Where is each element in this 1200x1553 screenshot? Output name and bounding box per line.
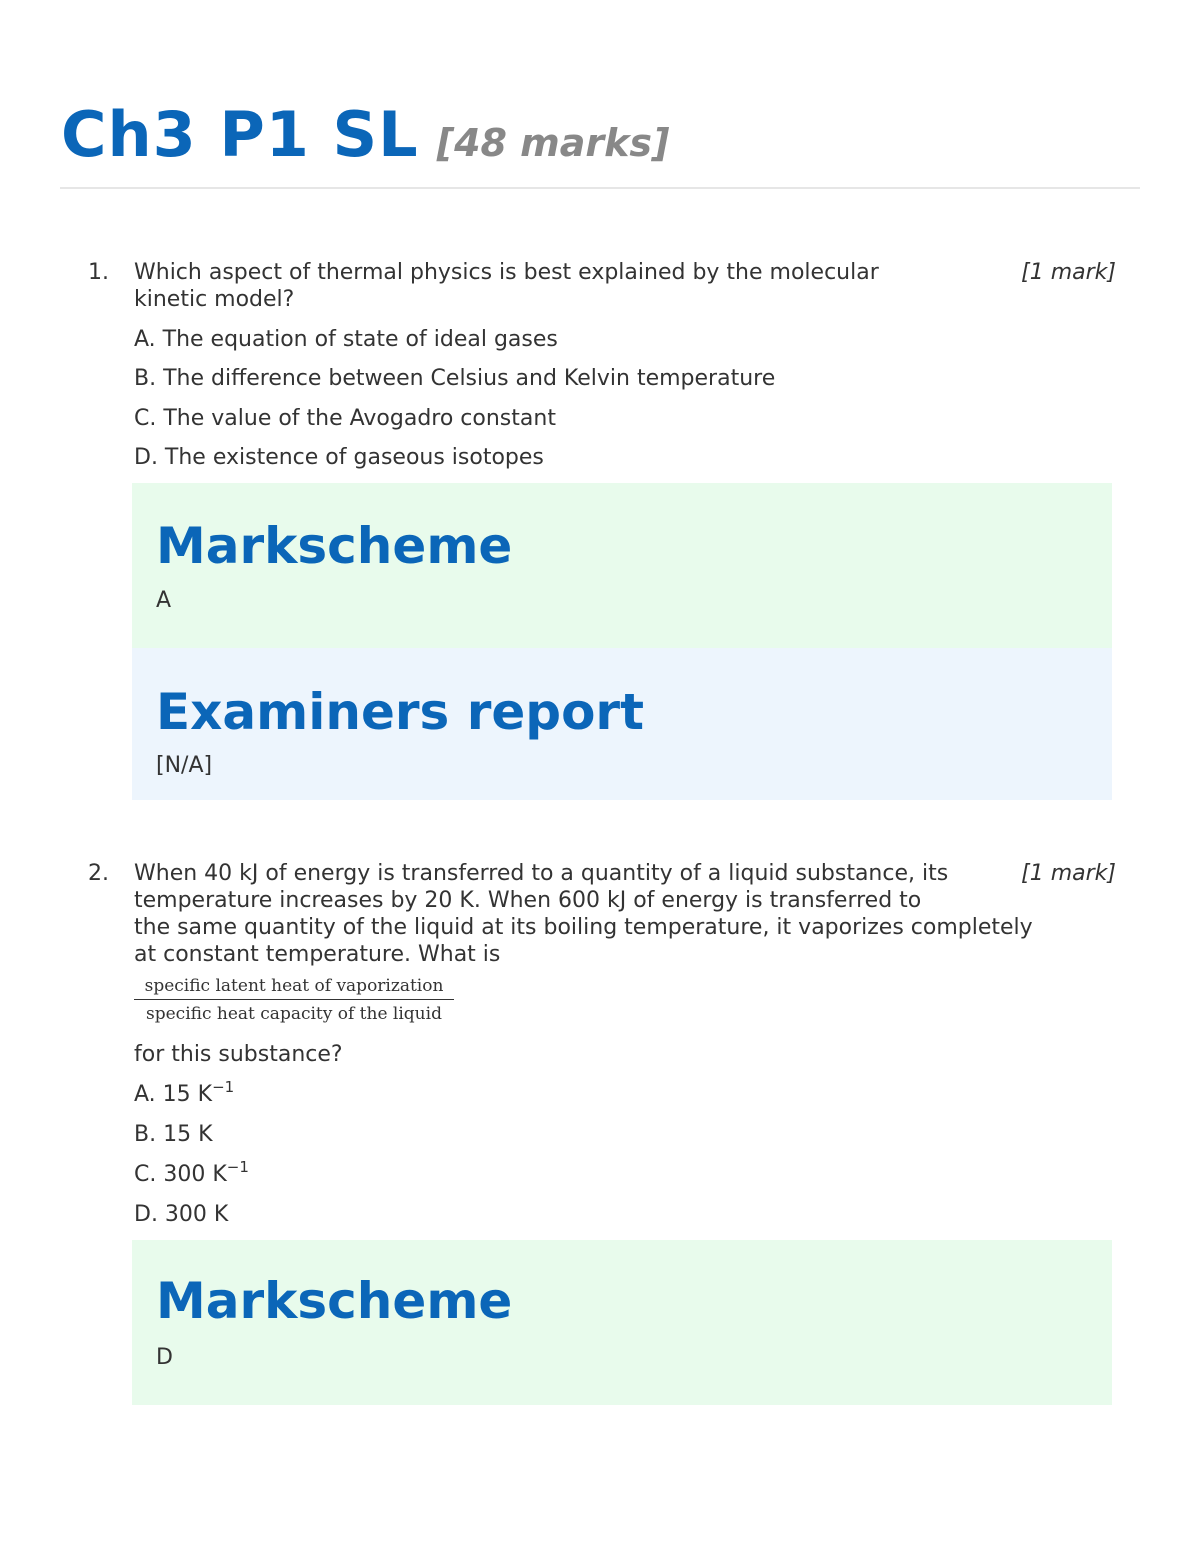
- fraction-denominator: specific heat capacity of the liquid: [146, 1004, 442, 1024]
- markscheme-answer: D: [156, 1345, 173, 1370]
- question-number: 2.: [88, 861, 109, 886]
- question-marks: [1 mark]: [1021, 260, 1116, 285]
- option-text: A. 15 K: [134, 1082, 213, 1107]
- markscheme-heading: Markscheme: [156, 1272, 513, 1330]
- fraction-numerator: specific latent heat of vaporization: [144, 976, 444, 996]
- examiners-report-heading: Examiners report: [156, 683, 644, 741]
- question-stem-line: kinetic model?: [134, 287, 295, 312]
- question-stem-line: temperature increases by 20 K. When 600 kJ of energy is transferred to: [134, 888, 922, 913]
- option-text: C. 300 K: [134, 1162, 227, 1187]
- option-c: C. The value of the Avogadro constant: [134, 406, 556, 431]
- option-c: [134, 1158, 249, 1188]
- option-a: [134, 1078, 235, 1108]
- question-stem-line: Which aspect of thermal physics is best explained by the molecular: [134, 260, 879, 285]
- question-stem-continuation: for this substance?: [134, 1042, 343, 1067]
- question-stem-line: the same quantity of the liquid at its boiling temperature, it vaporizes completely: [134, 915, 1033, 940]
- examiners-report-box: [132, 648, 1112, 800]
- markscheme-answer: A: [156, 588, 172, 613]
- option-exponent: −1: [226, 1158, 249, 1176]
- question-stem: [134, 259, 879, 313]
- page-title: [61, 98, 669, 171]
- question-stem: [134, 860, 1033, 968]
- ratio-fraction: [134, 976, 454, 1024]
- markscheme-box: [132, 1240, 1112, 1405]
- markscheme-heading: Markscheme: [156, 517, 513, 575]
- page-title-text: Ch3 P1 SL: [61, 98, 419, 171]
- option-a: A. The equation of state of ideal gases: [134, 327, 558, 352]
- question-marks: [1 mark]: [1021, 861, 1116, 886]
- option-b: [134, 1121, 213, 1148]
- option-d: D. The existence of gaseous isotopes: [134, 445, 544, 470]
- question-stem-line: When 40 kJ of energy is transferred to a quantity of a liquid substance, its: [134, 861, 949, 886]
- examiners-report-text: [N/A]: [156, 753, 213, 778]
- option-b: B. The difference between Celsius and Kelvin temperature: [134, 366, 776, 391]
- question-number: 1.: [88, 260, 109, 285]
- option-exponent: −1: [212, 1078, 235, 1096]
- title-divider: [60, 187, 1140, 189]
- total-marks: [48 marks]: [436, 121, 670, 165]
- option-text: D. 300 K: [134, 1202, 229, 1227]
- markscheme-box: [132, 483, 1112, 648]
- option-text: B. 15 K: [134, 1122, 213, 1147]
- option-d: [134, 1201, 228, 1228]
- question-stem-line: at constant temperature. What is: [134, 942, 501, 967]
